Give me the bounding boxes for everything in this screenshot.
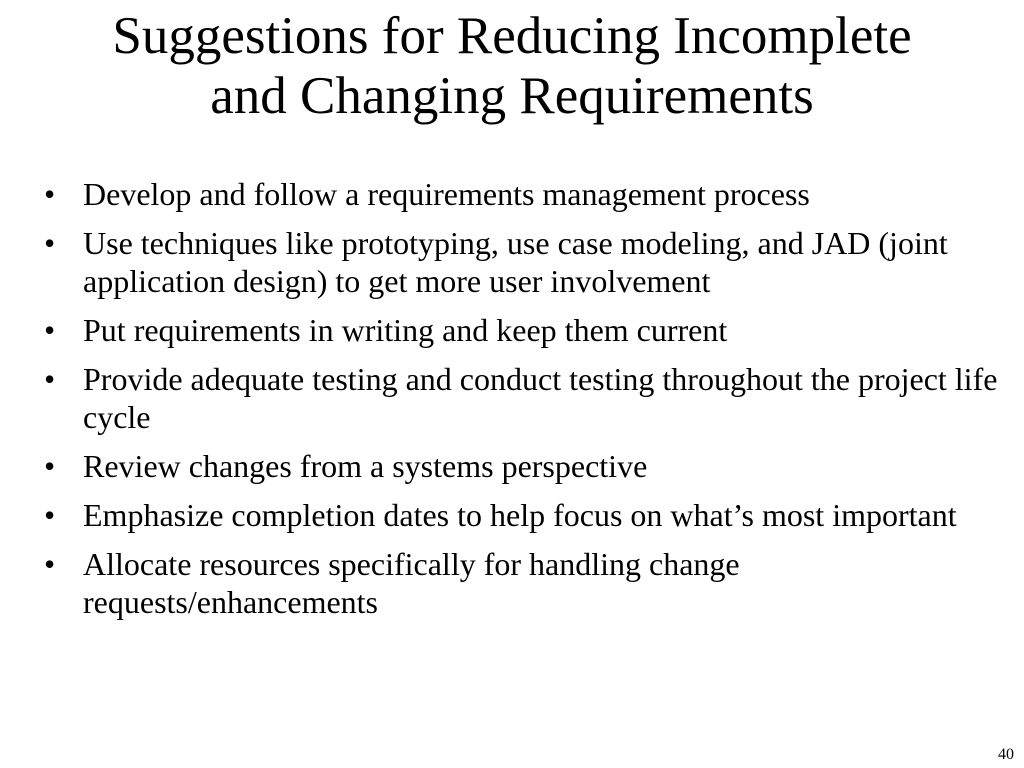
bullet-icon: • [44,225,56,261]
page-number: 40 [998,746,1014,763]
bullet-item [44,545,1014,621]
bullet-icon: • [44,497,56,533]
bullet-item [44,224,1014,300]
bullet-text: Provide adequate testing and conduct testing throughout the project life cycle [83,361,998,435]
bullet-text: Develop and follow a requirements management process [83,176,810,212]
slide-title-line-1: Suggestions for Reducing Incomplete [112,7,912,65]
bullet-item [44,496,1014,534]
bullet-list [44,175,1014,632]
bullet-item [44,175,1014,213]
bullet-item [44,360,1014,436]
bullet-icon: • [44,546,56,582]
slide-title [0,6,1024,126]
bullet-icon: • [44,312,56,348]
bullet-text: Use techniques like prototyping, use case modeling, and JAD (joint application design) to get more user involvement [83,225,948,299]
bullet-icon: • [44,176,56,212]
bullet-text: Allocate resources specifically for handling change requests/enhancements [83,546,740,620]
slide-title-line-2: and Changing Requirements [210,67,814,125]
bullet-item [44,447,1014,485]
bullet-text: Put requirements in writing and keep them current [83,312,728,348]
bullet-icon: • [44,448,56,484]
bullet-text: Review changes from a systems perspective [83,448,648,484]
bullet-item [44,311,1014,349]
bullet-text: Emphasize completion dates to help focus on what’s most important [83,497,957,533]
bullet-icon: • [44,361,56,397]
